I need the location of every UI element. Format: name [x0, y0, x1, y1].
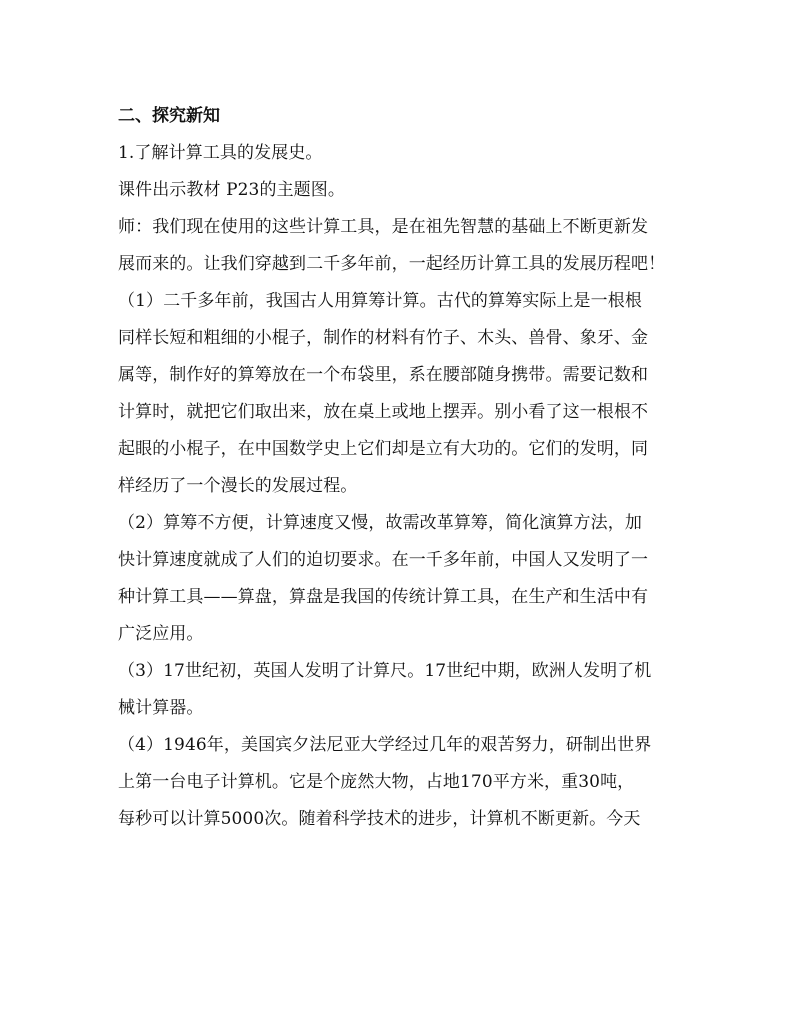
text-line: 课件出示教材 P23的主题图。: [118, 180, 345, 200]
text-line: （3）17世纪初，英国人发明了计算尺。17世纪中期，欧洲人发明了机: [118, 661, 652, 681]
text-line: 师：我们现在使用的这些计算工具，是在祖先智慧的基础上不断更新发: [118, 217, 649, 237]
text-line: 每秒可以计算5000次。随着科学技术的进步，计算机不断更新。今天: [118, 809, 641, 829]
document-body: [118, 98, 683, 838]
text-line: （1）二千多年前，我国古人用算筹计算。古代的算筹实际上是一根根: [118, 291, 642, 311]
section-heading: 二、探究新知: [118, 106, 220, 126]
text-line: 械计算器。: [118, 698, 204, 718]
text-line: 属等，制作好的算筹放在一个布袋里，系在腰部随身携带。需要记数和: [118, 365, 649, 385]
text-line: （2）算筹不方便，计算速度又慢，故需改革算筹，简化演算方法，加: [118, 513, 642, 533]
text-line: 展而来的。让我们穿越到二千多年前，一起经历计算工具的发展历程吧！: [118, 254, 666, 274]
text-line: 同样长短和粗细的小棍子，制作的材料有竹子、木头、兽骨、象牙、金: [118, 328, 649, 348]
text-line: 计算时，就把它们取出来，放在桌上或地上摆弄。别小看了这一根根不: [118, 402, 649, 422]
text-line: 种计算工具——算盘，算盘是我国的传统计算工具，在生产和生活中有: [118, 587, 649, 607]
text-line: 样经历了一个漫长的发展过程。: [118, 476, 358, 496]
text-line: 快计算速度就成了人们的迫切要求。在一千多年前，中国人又发明了一: [118, 550, 649, 570]
text-line: 广泛应用。: [118, 624, 204, 644]
text-line: 1.了解计算工具的发展史。: [118, 143, 323, 163]
text-line: 上第一台电子计算机。它是个庞然大物，占地170平方米，重30吨，: [118, 772, 635, 792]
text-line: （4）1946年，美国宾夕法尼亚大学经过几年的艰苦努力，研制出世界: [118, 735, 652, 755]
text-line: 起眼的小棍子，在中国数学史上它们却是立有大功的。它们的发明，同: [118, 439, 649, 459]
